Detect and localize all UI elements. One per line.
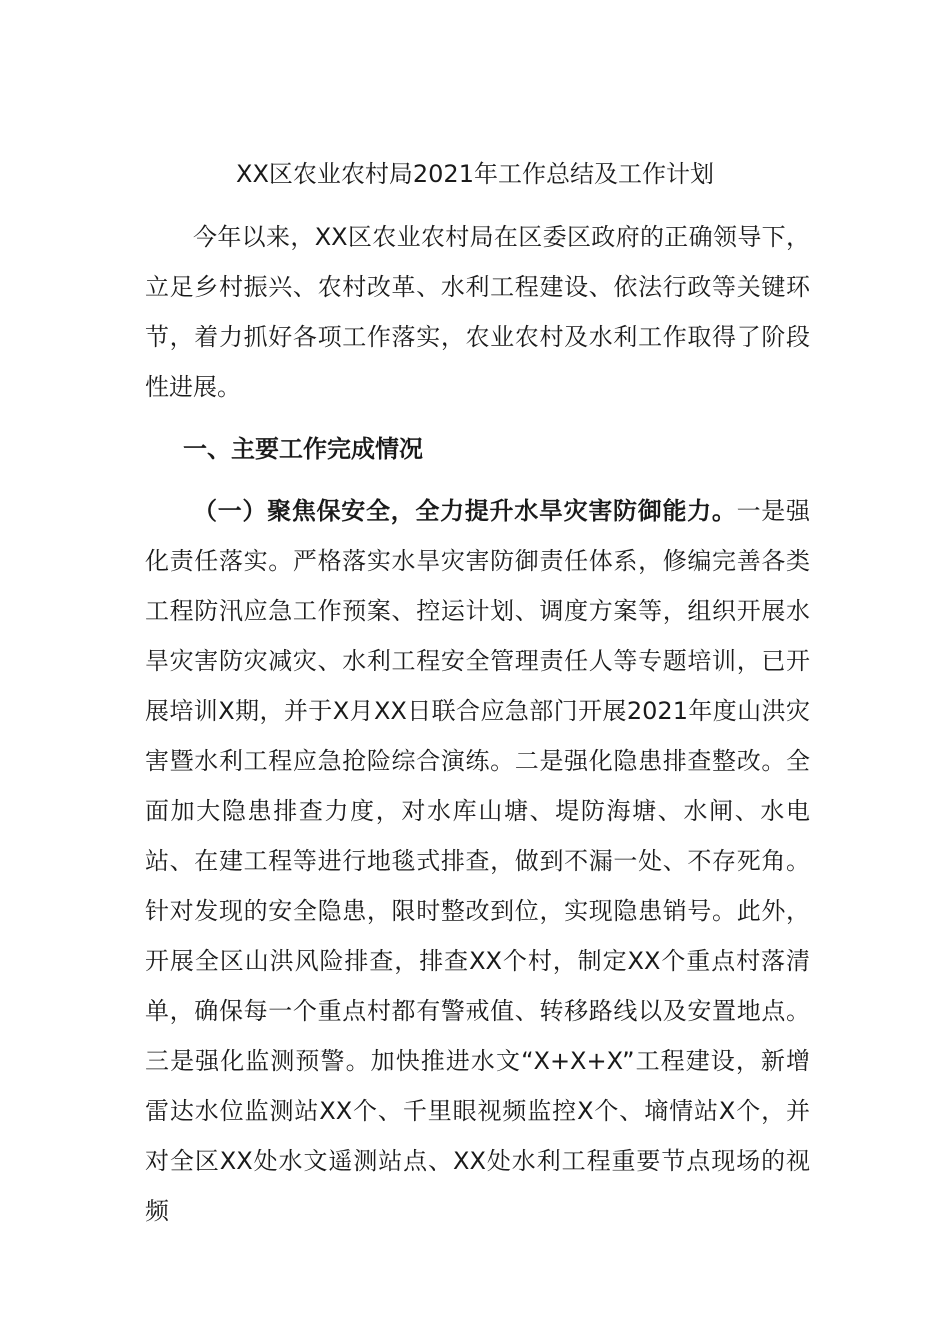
document-title: XX区农业农村局2021年工作总结及工作计划 — [236, 160, 714, 188]
subsection-body: 一是强化责任落实。严格落实水旱灾害防御责任体系，修编完善各类工程防汛应急工作预案、控运计划、调度方案等，组织开展水旱灾害防灾减灾、水利工程安全管理责任人等专题培训，已开展培训X期，并于X月XX日联合应急部门开展2021年度山洪灾害暨水利工程应急抢险综合演练。二是强化隐患排查整改。全面加大隐患排查力度，对水库山塘、堤防海塘、水闸、水电站、在建工程等进行地毯式排查，做到不漏一处、不存死角。针对发现的安全隐患，限时整改到位，实现隐患销号。此外，开展全区山洪风险排查，排查XX个村，制定XX个重点村落清单，确保每一个重点村都有警戒值、转移路线以及安置地点。三是强化监测预警。加快推进水文“X+X+X”工程建设，新增雷达水位监测站XX个、千里眼视频监控X个、墒情站X个，并对全区XX处水文遥测站点、XX处水利工程重要节点现场的视频 — [145, 497, 811, 1225]
subsection-lead: （一）聚焦保安全，全力提升水旱灾害防御能力。 — [193, 497, 737, 525]
intro-paragraph: 今年以来，XX区农业农村局在区委区政府的正确领导下，立足乡村振兴、农村改革、水利工程建设、依法行政等关键环节，着力抓好各项工作落实，农业农村及水利工作取得了阶段性进展。 — [145, 223, 810, 401]
section-heading: 一、主要工作完成情况 — [183, 435, 423, 463]
subsection-paragraph — [145, 486, 810, 1236]
